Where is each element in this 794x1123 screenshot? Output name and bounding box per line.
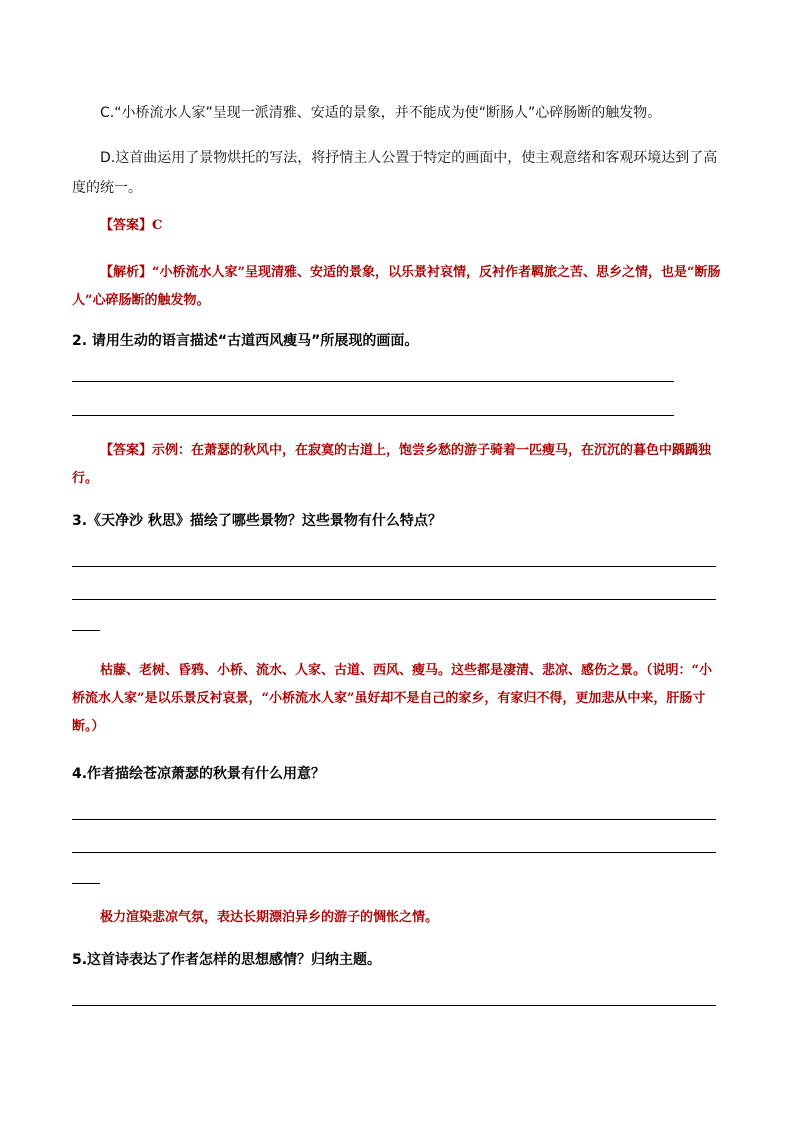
q4-answer-text: 极力渲染悲凉气氛，表达长期漂泊异乡的游子的惆怅之情。 <box>100 910 439 925</box>
q5-question: 5.这首诗表达了作者怎样的思想感情？归纳主题。 <box>72 952 382 968</box>
option-c-text: C.“小桥流水人家”呈现一派清雅、安适的景象，并不能成为使“断肠人”心碎肠断的触发物。 <box>100 105 662 121</box>
q1-answer-value: C <box>152 218 163 233</box>
q1-answer-label: 【答案】 <box>100 218 153 233</box>
q3-question: 3.《天净沙 秋思》描绘了哪些景物？这些景物有什么特点？ <box>72 513 442 529</box>
q2-answer-label: 【答案】 <box>100 443 153 458</box>
q3-answer-line-2[interactable] <box>72 599 716 600</box>
q2-answer-line-1[interactable] <box>72 381 674 382</box>
q3-answer-line-1[interactable] <box>72 566 716 567</box>
q2-answer-text: 示例：在萧瑟的秋风中，在寂寞的古道上，饱尝乡愁的游子骑着一匹瘦马，在沉沉的暮色中踽踽独行。 <box>72 443 712 486</box>
q4-answer-line-end[interactable] <box>72 883 100 884</box>
q1-analysis-text: “小桥流水人家”呈现清雅、安适的景象，以乐景衬哀情，反衬作者羁旅之苦、思乡之情，也是“断肠人”心碎肠断的触发物。 <box>72 265 721 308</box>
q4-answer-line-1[interactable] <box>72 819 716 820</box>
q5-answer-line-1[interactable] <box>72 1005 716 1006</box>
q4-answer-line-2[interactable] <box>72 852 716 853</box>
q1-answer <box>72 216 722 236</box>
q1-analysis <box>72 259 722 315</box>
q1-analysis-label: 【解析】 <box>100 265 153 280</box>
q3-answer-text: 枯藤、老树、昏鸦、小桥、流水、人家、古道、西风、瘦马。这些都是凄清、悲凉、感伤之景。（说明：“小桥流水人家”是以乐景反衬哀景，“小桥流水人家”虽好却不是自己的家乡，有家归不得，更加悲从中来，肝肠寸断。） <box>72 663 712 734</box>
q3-answer-line-end[interactable] <box>72 630 100 631</box>
option-d-text: D.这首曲运用了景物烘托的写法，将抒情主人公置于特定的画面中，使主观意绪和客观环境达到了高度的统一。 <box>72 150 718 196</box>
q2-answer-line-2[interactable] <box>72 415 674 416</box>
q4-question: 4.作者描绘苍凉萧瑟的秋景有什么用意？ <box>72 766 326 782</box>
q2-answer <box>72 437 722 493</box>
q2-question: 2. 请用生动的语言描述“古道西风瘦马”所展现的画面。 <box>72 333 419 349</box>
